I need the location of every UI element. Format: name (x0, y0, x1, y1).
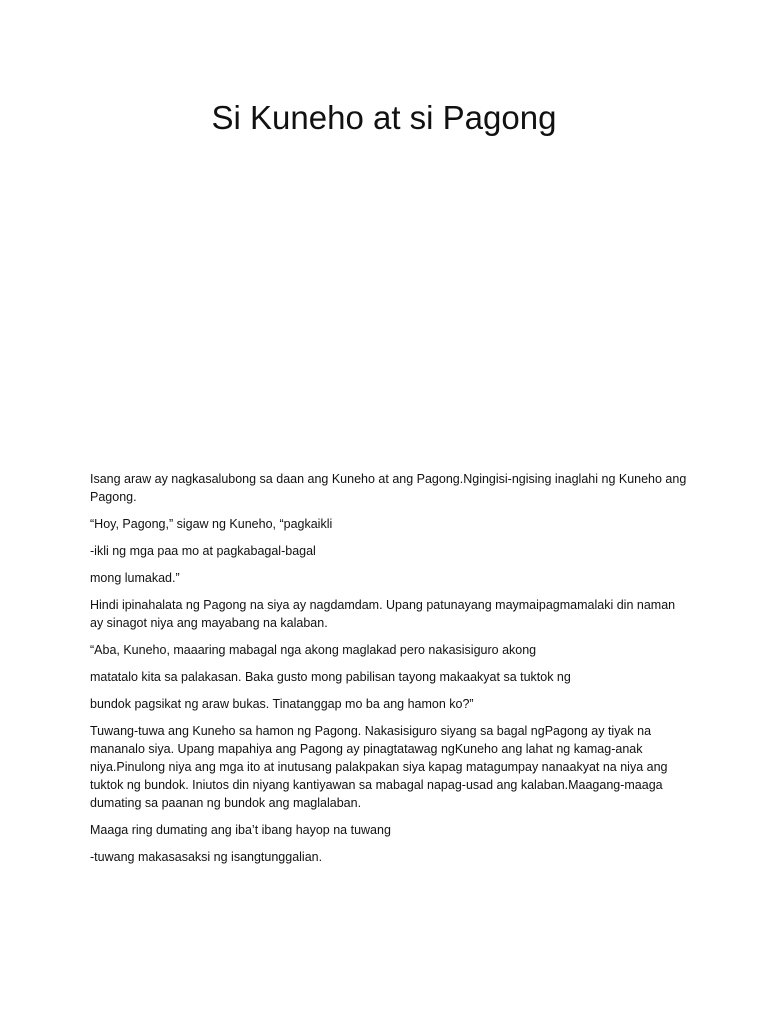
paragraph-10: Maaga ring dumating ang iba’t ibang hayop na tuwang (90, 823, 391, 837)
paragraph-11: -tuwang makasasaksi ng isangtunggalian. (90, 850, 323, 864)
paragraph-6: “Aba, Kuneho, maaaring mabagal nga akong maglakad pero nakasisiguro akong (90, 643, 537, 657)
paragraph-5: Hindi ipinahalata ng Pagong na siya ay nagdamdam. Upang patunayang maymaipagmamalaki din naman ay sinagot niya ang mayabang na kalaban. (90, 598, 676, 630)
document-body (90, 470, 690, 875)
document-title: Si Kuneho at si Pagong (211, 99, 557, 136)
paragraph-4: mong lumakad.” (90, 571, 180, 585)
paragraph-7: matatalo kita sa palakasan. Baka gusto mong pabilisan tayong makaakyat sa tuktok ng (90, 670, 571, 684)
paragraph-2: “Hoy, Pagong,” sigaw ng Kuneho, “pagkaikli (90, 517, 333, 531)
paragraph-9: Tuwang-tuwa ang Kuneho sa hamon ng Pagong. Nakasisiguro siyang sa bagal ngPagong ay tiyak na mananalo siya. Upang mapahiya ang Pagong ay pinagtatawag ngKuneho ang lahat ng kamag-anak niya.Pinulong niya ang mga ito at inutusang palakpakan siya kapag matagumpay nanaakyat na niya ang tuktok ng bundok. Iniutos din niyang kantiyawan sa mabagal napag-usad ang kalaban.Maagang-maaga dumating sa paanan ng bundok ang maglalaban. (90, 724, 668, 810)
paragraph-3: -ikli ng mga paa mo at pagkabagal-bagal (90, 544, 316, 558)
paragraph-8: bundok pagsikat ng araw bukas. Tinatanggap mo ba ang hamon ko?” (90, 697, 474, 711)
paragraph-1: Isang araw ay nagkasalubong sa daan ang Kuneho at ang Pagong.Ngingisi-ngising inaglahi ng Kuneho ang Pagong. (90, 472, 687, 504)
